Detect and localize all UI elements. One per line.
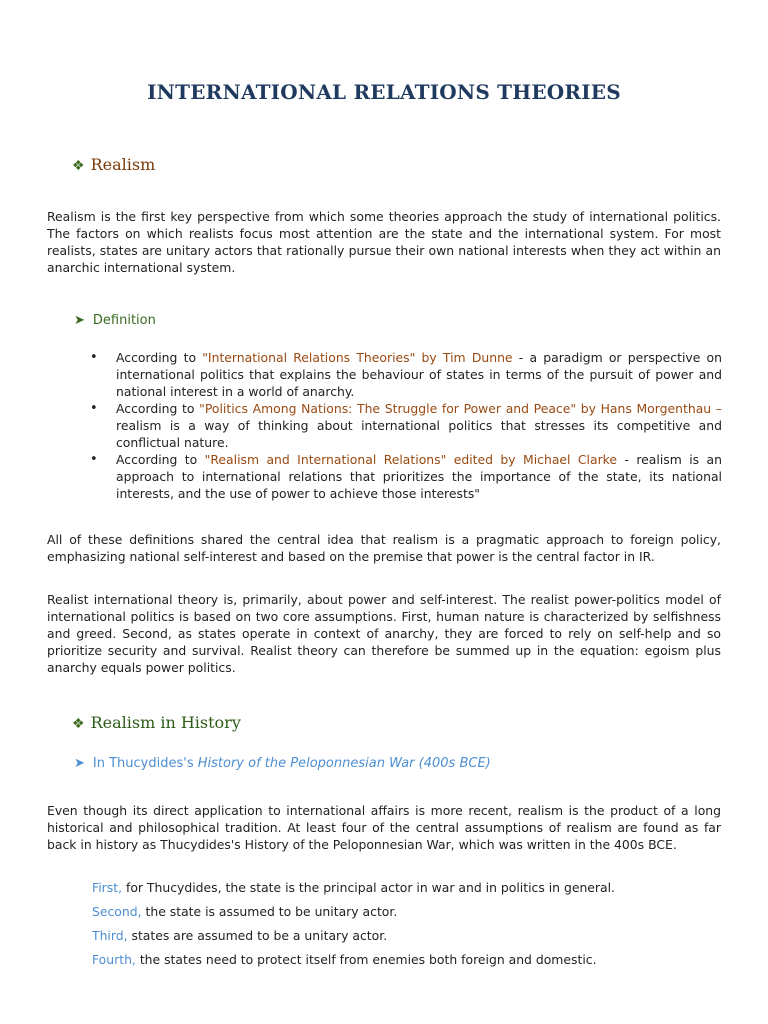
arrow-bullet-icon: ➤: [74, 756, 85, 771]
subheading-definition: [74, 313, 156, 328]
list-item: • According to "International Relations Theories" by Tim Dunne - a paradigm or perspective on international politics that explains the behaviour of states in terms of the pursuit of power and national interest in a world of anarchy.: [90, 349, 722, 400]
source-citation: "International Relations Theories" by Tim Dunne: [202, 350, 513, 365]
history-paragraph: Even though its direct application to international affairs is more recent, realism is the product of a long historical and philosophical tradition. At least four of the central assumptions of realism are found as far back in history as Thucydides's History of the Peloponnesian War, which was written in the 400s BCE.: [47, 803, 721, 852]
assumption-line: Fourth, the states need to protect itself from enemies both foreign and domestic.: [92, 952, 597, 967]
section-heading-realism-in-history: [72, 713, 241, 732]
subheading-thucydides: ➤ In Thucydides's History of the Peloponnesian War (400s BCE): [74, 756, 491, 771]
subheading-text: Definition: [92, 313, 156, 328]
arrow-bullet-icon: ➤: [74, 313, 85, 328]
source-citation: "Realism and International Relations" edited by Michael Clarke: [204, 452, 618, 467]
book-title: History of the Peloponnesian War (400s BCE): [197, 756, 491, 771]
realist-theory-paragraph: Realist international theory is, primarily, about power and self-interest. The realist power-politics model of international politics is based on two core assumptions. First, human nature is characterized by selfishness and greed. Second, as states operate in context of anarchy, they are forced to rely on self-help and so prioritize security and survival. Realist theory can therefore be summed up in the equation: egoism plus anarchy equals power politics.: [47, 592, 721, 675]
assumption-line: Second, the state is assumed to be unitary actor.: [92, 904, 398, 919]
definitions-list: [90, 349, 722, 502]
page-title: INTERNATIONAL RELATIONS THEORIES: [147, 80, 621, 104]
diamond-bullet-icon: ❖: [72, 158, 85, 174]
list-item: • According to "Realism and International Relations" edited by Michael Clarke - realism is an approach to international relations that prioritizes the importance of the state, its national interests, and the use of power to achieve those interests": [90, 451, 722, 502]
definitions-summary-paragraph: All of these definitions shared the central idea that realism is a pragmatic approach to foreign policy, emphasizing national self-interest and based on the premise that power is the central factor in IR.: [47, 532, 721, 564]
diamond-bullet-icon: ❖: [72, 716, 85, 732]
heading-text: Realism in History: [90, 713, 241, 732]
assumption-line: Third, states are assumed to be a unitary actor.: [92, 928, 388, 943]
assumption-line: First, for Thucydides, the state is the principal actor in war and in politics in general.: [92, 880, 615, 895]
heading-text: Realism: [90, 155, 156, 174]
source-citation: "Politics Among Nations: The Struggle for Power and Peace" by Hans Morgenthau –: [199, 401, 723, 416]
list-item: • According to "Politics Among Nations: The Struggle for Power and Peace" by Hans Morgenthau – realism is a way of thinking about international politics that stresses its competitive and conflictual nature.: [90, 400, 722, 451]
section-heading-realism: [72, 155, 155, 174]
realism-intro-paragraph: Realism is the first key perspective from which some theories approach the study of international politics. The factors on which realists focus most attention are the state and the international system. For most realists, states are unitary actors that rationally pursue their own national interests when they act within an anarchic international system.: [47, 209, 721, 275]
